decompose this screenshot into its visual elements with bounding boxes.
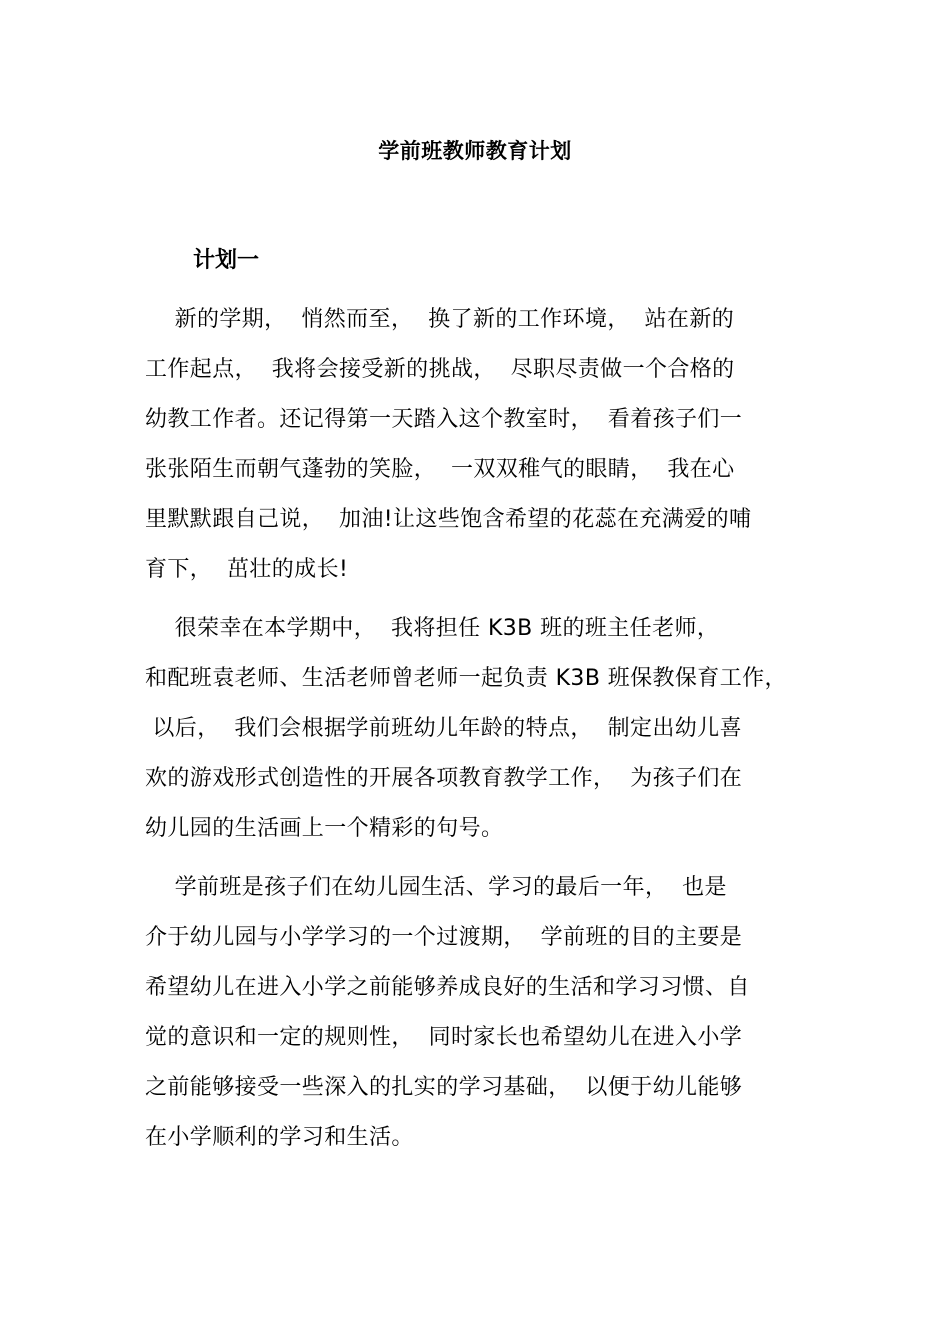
paragraph-2-line-3: 以后， 我们会根据学前班幼儿年龄的特点， 制定出幼儿喜 [145, 716, 742, 741]
paragraph-2-line-4: 欢的游戏形式创造性的开展各项教育教学工作， 为孩子们在 [145, 766, 743, 791]
paragraph-1-line-5: 里默默跟自己说， 加油!让这些饱含希望的花蕊在充满爱的哺 [145, 507, 752, 532]
paragraph-3-line-4: 觉的意识和一定的规则性， 同时家长也希望幼儿在进入小学 [145, 1025, 743, 1050]
paragraph-3-line-6: 在小学顺利的学习和生活。 [145, 1125, 414, 1150]
paragraph-3-line-5: 之前能够接受一些深入的扎实的学习基础， 以便于幼儿能够 [145, 1075, 743, 1100]
paragraph-3-line-1: 学前班是孩子们在幼儿园生活、学习的最后一年， 也是 [145, 875, 727, 900]
paragraph-1-line-4: 张张陌生而朝气蓬勃的笑脸， 一双双稚气的眼睛， 我在心 [145, 457, 735, 482]
paragraph-1-line-6: 育下， 茁壮的成长! [145, 557, 349, 582]
document-title: 学前班教师教育计划 [378, 139, 572, 163]
paragraph-2-line-5: 幼儿园的生活画上一个精彩的句号。 [145, 816, 504, 841]
paragraph-2-line-2: 和配班袁老师、生活老师曾老师一起负责 K3B 班保教保育工作， [145, 666, 787, 691]
paragraph-1-line-1: 新的学期， 悄然而至， 换了新的工作环境， 站在新的 [145, 307, 735, 332]
paragraph-3-line-3: 希望幼儿在进入小学之前能够养成良好的生活和学习习惯、自 [145, 975, 750, 1000]
paragraph-3-line-2: 介于幼儿园与小学学习的一个过渡期， 学前班的目的主要是 [145, 925, 743, 950]
paragraph-1-line-2: 工作起点， 我将会接受新的挑战， 尽职尽责做一个合格的 [145, 357, 735, 382]
paragraph-1-line-3: 幼教工作者。还记得第一天踏入这个教室时， 看着孩子们一 [145, 407, 743, 432]
paragraph-2-line-1: 很荣幸在本学期中， 我将担任 K3B 班的班主任老师， [145, 616, 720, 641]
section-heading: 计划一 [193, 248, 260, 273]
